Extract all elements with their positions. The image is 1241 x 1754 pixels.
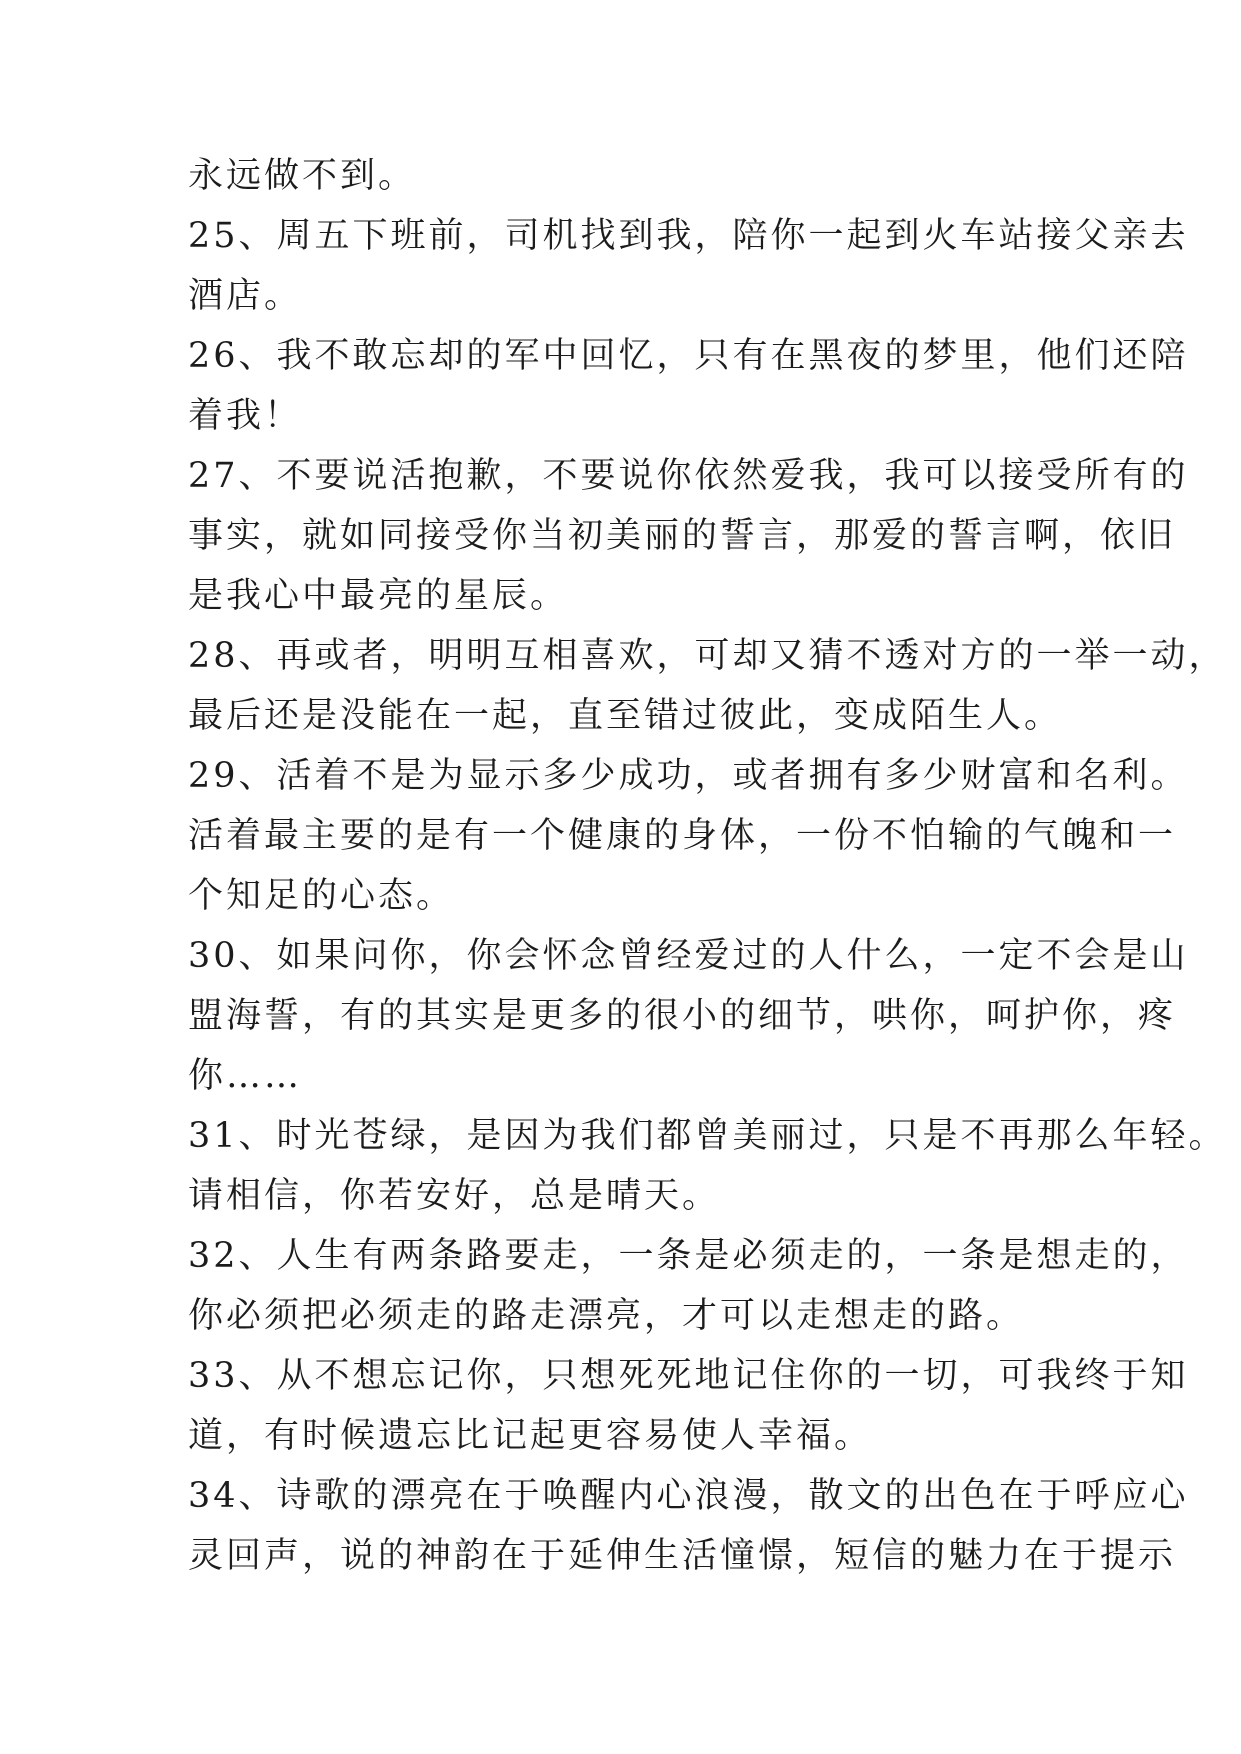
text-line: 最后还是没能在一起，直至错过彼此，变成陌生人。	[188, 696, 1063, 736]
text-line: 个知足的心态。	[188, 876, 455, 916]
text-line: 28、再或者，明明互相喜欢，可却又猜不透对方的一举一动，	[188, 636, 1227, 676]
text-line: 着我！	[188, 396, 303, 436]
text-line: 酒店。	[188, 276, 303, 316]
text-line: 33、从不想忘记你，只想死死地记住你的一切，可我终于知	[188, 1356, 1189, 1396]
text-line: 活着最主要的是有一个健康的身体，一份不怕输的气魄和一	[188, 816, 1177, 856]
text-line: 永远做不到。	[188, 156, 417, 196]
text-line: 事实，就如同接受你当初美丽的誓言，那爱的誓言啊，依旧	[188, 516, 1177, 556]
text-line: 请相信，你若安好，总是晴天。	[188, 1176, 721, 1216]
text-line: 32、人生有两条路要走，一条是必须走的，一条是想走的，	[188, 1236, 1189, 1276]
text-line: 是我心中最亮的星辰。	[188, 576, 569, 616]
text-line: 25、周五下班前，司机找到我，陪你一起到火车站接父亲去	[188, 216, 1189, 256]
text-line: 你必须把必须走的路走漂亮，才可以走想走的路。	[188, 1296, 1025, 1336]
text-line: 29、活着不是为显示多少成功，或者拥有多少财富和名利。	[188, 756, 1189, 796]
text-line: 道，有时候遗忘比记起更容易使人幸福。	[188, 1416, 873, 1456]
text-line: 你……	[188, 1056, 303, 1096]
text-line: 31、时光苍绿，是因为我们都曾美丽过，只是不再那么年轻。	[188, 1116, 1227, 1156]
text-line: 盟海誓，有的其实是更多的很小的细节，哄你，呵护你，疼	[188, 996, 1177, 1036]
text-line: 30、如果问你，你会怀念曾经爱过的人什么，一定不会是山	[188, 936, 1189, 976]
text-line: 34、诗歌的漂亮在于唤醒内心浪漫，散文的出色在于呼应心	[188, 1476, 1189, 1516]
text-line: 26、我不敢忘却的军中回忆，只有在黑夜的梦里，他们还陪	[188, 336, 1189, 376]
text-line: 灵回声，说的神韵在于延伸生活憧憬，短信的魅力在于提示	[188, 1536, 1177, 1576]
text-line: 27、不要说活抱歉，不要说你依然爱我，我可以接受所有的	[188, 456, 1189, 496]
